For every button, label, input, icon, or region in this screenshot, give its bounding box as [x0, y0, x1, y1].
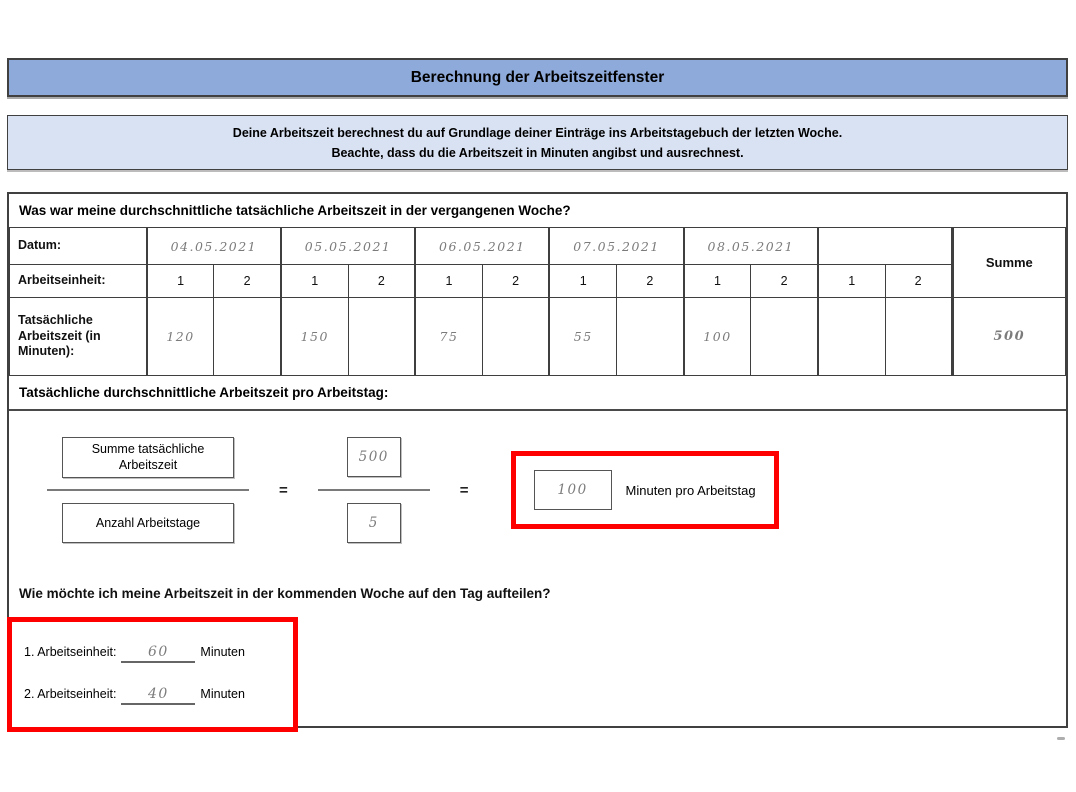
- unit-cell: 2: [348, 265, 415, 298]
- actual-value-cell: 55: [549, 298, 616, 376]
- plan-highlight-box: [7, 617, 298, 732]
- numerator-label-box: Summe tatsächliche Arbeitszeit: [62, 437, 234, 478]
- intro-line-2: Beachte, dass du die Arbeitszeit in Minuten angibst und ausrechnest.: [331, 145, 744, 160]
- plan-question: Wie möchte ich meine Arbeitszeit in der kommenden Woche auf den Tag aufteilen?: [19, 586, 551, 601]
- actual-value-cell: [885, 298, 952, 376]
- table-row-date: [10, 228, 1066, 265]
- actual-value-cell: [617, 298, 684, 376]
- table-row-units: [10, 265, 1066, 298]
- actual-value-cell: 150: [281, 298, 348, 376]
- average-heading: Tatsächliche durchschnittliche Arbeitszeit pro Arbeitstag:: [9, 376, 1066, 411]
- unit-cell: 1: [549, 265, 616, 298]
- actual-value-cell: 75: [415, 298, 482, 376]
- plan-entry-label: 1. Arbeitseinheit:: [24, 645, 117, 660]
- result-unit-label: Minuten pro Arbeitstag: [625, 482, 756, 498]
- week-table: [9, 227, 1066, 376]
- title-bar: [7, 58, 1068, 97]
- plan-entry-unit: Minuten: [200, 645, 245, 660]
- average-calculation: [9, 411, 1066, 569]
- unit-cell: 1: [684, 265, 751, 298]
- unit-cell: 2: [617, 265, 684, 298]
- worksheet-main-box: [7, 192, 1068, 728]
- denominator-value-box: 5: [347, 503, 401, 543]
- actual-value-cell: 100: [684, 298, 751, 376]
- plan-entry-label: 2. Arbeitseinheit:: [24, 686, 117, 701]
- equals-sign: =: [279, 481, 288, 499]
- unit-cell: 2: [482, 265, 549, 298]
- unit-row-label: Arbeitseinheit:: [10, 265, 147, 298]
- date-cell: [818, 228, 952, 265]
- equals-sign: =: [459, 481, 469, 499]
- date-cell: 05.05.2021: [281, 228, 415, 265]
- unit-cell: 1: [818, 265, 885, 298]
- date-cell: 08.05.2021: [684, 228, 818, 265]
- intro-box: [7, 115, 1068, 170]
- sum-header: Summe: [952, 228, 1065, 298]
- table-row-actual-time: [10, 298, 1066, 376]
- date-row-label: Datum:: [10, 228, 147, 265]
- plan-entry-value: 60: [121, 644, 195, 663]
- unit-cell: 2: [214, 265, 281, 298]
- plan-entry: [24, 686, 293, 705]
- actual-value-cell: [818, 298, 885, 376]
- unit-cell: 1: [415, 265, 482, 298]
- scan-artifact-mark: [1057, 737, 1065, 740]
- result-highlight-box: [511, 451, 779, 529]
- actual-value-cell: 120: [147, 298, 214, 376]
- plan-entry-value: 40: [121, 686, 195, 705]
- unit-cell: 2: [751, 265, 818, 298]
- intro-line-1: Deine Arbeitszeit berechnest du auf Grundlage deiner Einträge ins Arbeitstagebuch der letzten Woche.: [232, 125, 843, 140]
- date-cell: 07.05.2021: [549, 228, 683, 265]
- week-question: Was war meine durchschnittliche tatsächliche Arbeitszeit in der vergangenen Woche?: [19, 203, 571, 218]
- actual-value-cell: [482, 298, 549, 376]
- unit-cell: 2: [885, 265, 952, 298]
- numerator-value-box: 500: [347, 437, 401, 477]
- date-cell: 06.05.2021: [415, 228, 549, 265]
- value-fraction: [318, 426, 430, 555]
- label-fraction: [47, 426, 249, 555]
- plan-entry-unit: Minuten: [200, 686, 245, 701]
- date-cell: 04.05.2021: [147, 228, 281, 265]
- plan-entry: [24, 644, 293, 663]
- page-title: Berechnung der Arbeitszeitfenster: [410, 68, 665, 86]
- actual-row-label: Tatsächliche Arbeitszeit (in Minuten):: [10, 298, 147, 376]
- actual-value-cell: [214, 298, 281, 376]
- actual-value-cell: [348, 298, 415, 376]
- result-value-box: 100: [534, 470, 612, 510]
- unit-cell: 1: [147, 265, 214, 298]
- denominator-label-box: Anzahl Arbeitstage: [62, 503, 234, 543]
- actual-value-cell: [751, 298, 818, 376]
- sum-value-cell: 500: [952, 298, 1065, 376]
- unit-cell: 1: [281, 265, 348, 298]
